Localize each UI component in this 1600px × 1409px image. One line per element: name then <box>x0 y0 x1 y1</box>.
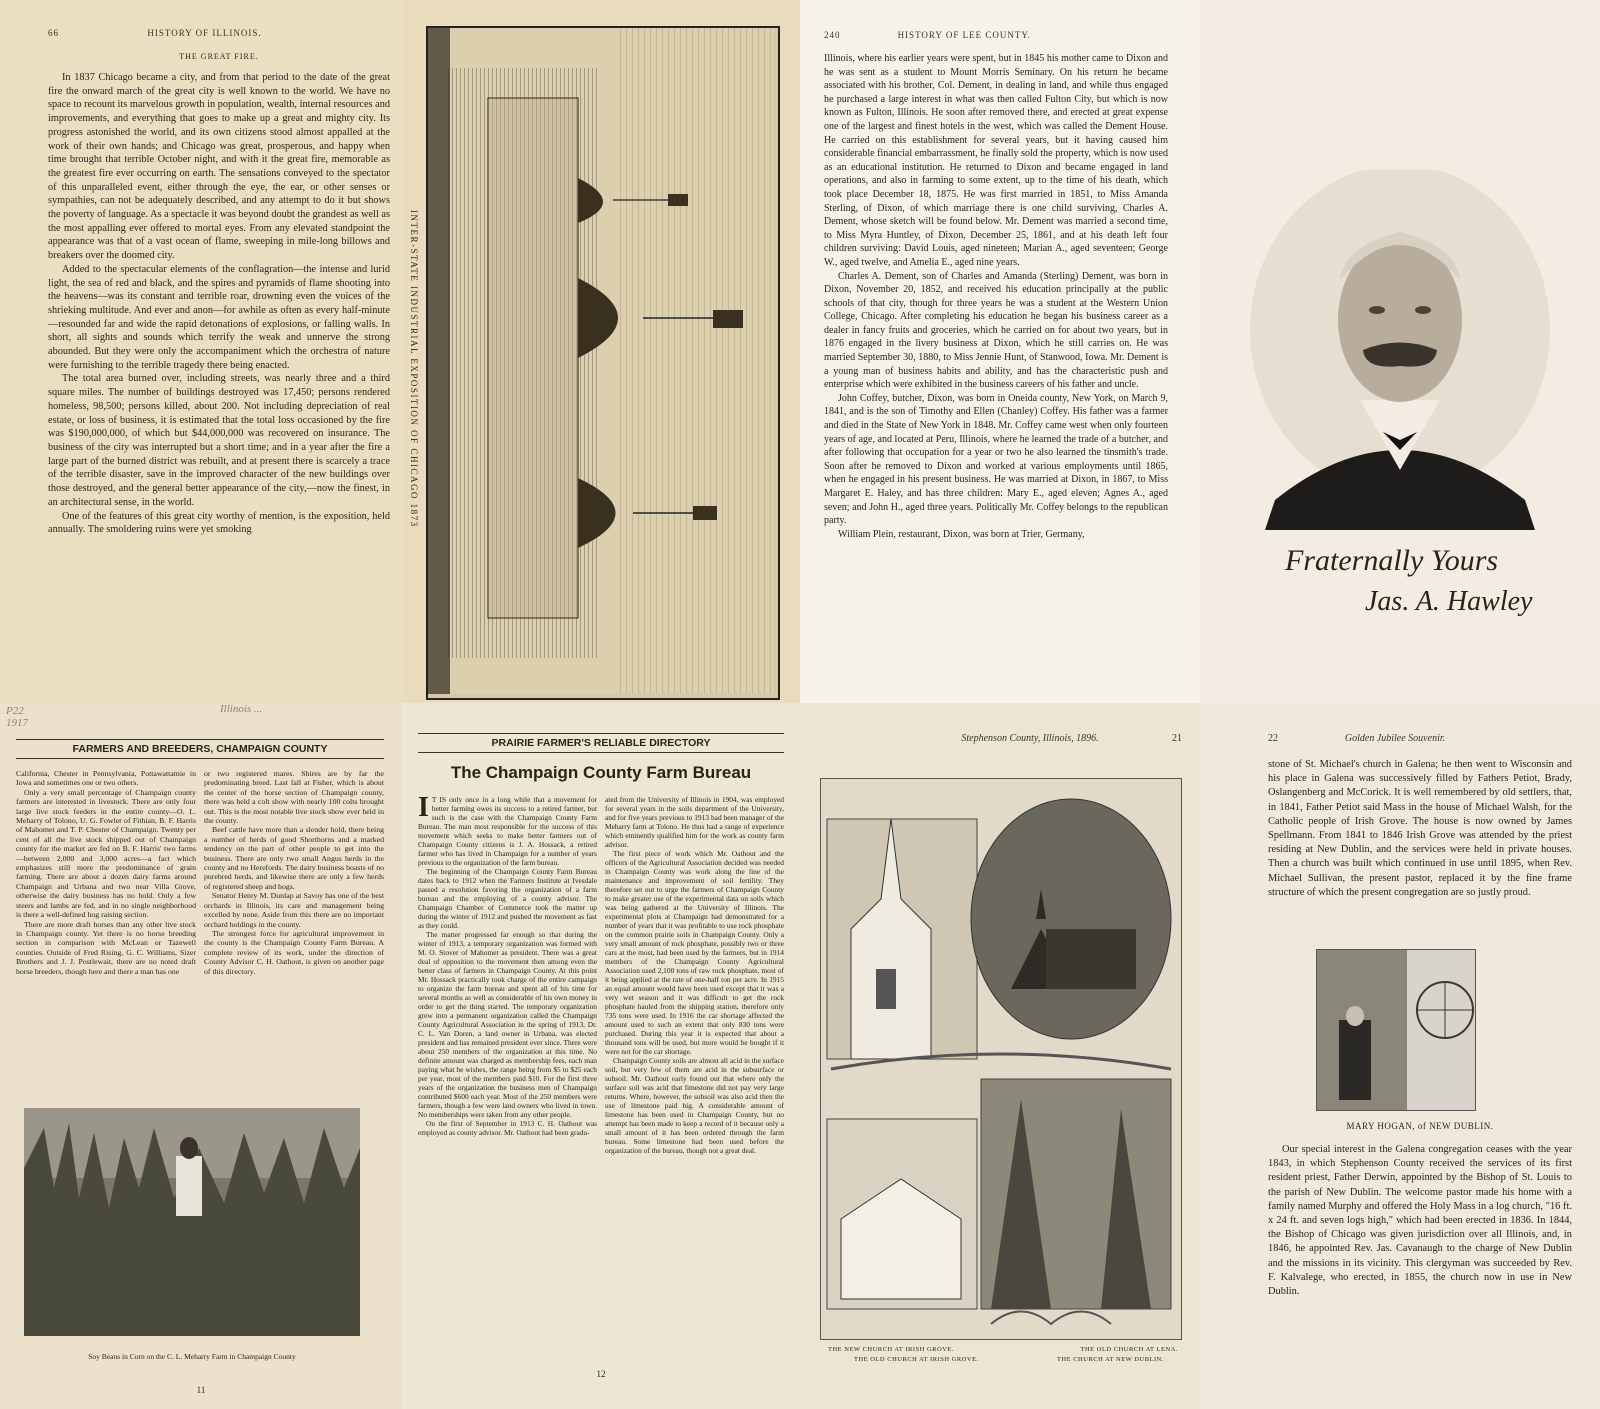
body-text <box>824 52 1168 541</box>
running-head <box>818 733 1182 744</box>
exposition-building-engraving <box>426 26 780 700</box>
paragraph: In 1837 Chicago became a city, and from that period to the date of the great fire the onward march of the great city is well known to the world. We have no space to recount its marvelous growth in population, wealth, internal resources and improvements, and everything that goes to make up a great and mighty city. Its progress astonished the world, and its own citizens stood almost appalled at the work of their own hands; and Chicago was great, prosperous, and happy when time brought that terrible October night, and with it the great fire, memorable as the greatest fire ever occurring on earth. The sensations conveyed to the spectator of this unparalleled event, either through the eye, the ear, or other senses or sympathies, can not be adequately described, and any attempt to do it but shows the poverty of language. As a spectacle it was beyond doubt the grandest as well as the most appalling ever offered to mortal eyes. From any elevated standpoint the appearance was that of a vast ocean of flame, sweeping in mile-long billows and breakers over the doomed city. <box>48 72 390 262</box>
running-head <box>824 30 1168 40</box>
folio: 12 <box>596 1369 606 1379</box>
page-number: 22 <box>1268 733 1278 744</box>
column-left <box>16 769 196 976</box>
folio: 11 <box>196 1385 206 1395</box>
paragraph: John Coffey, butcher, Dixon, was born in Oneida county, New York, on March 9, 1841, and is the son of Timothy and Ellen (Chanley) Coffey. His father was a farmer and died in the State of New York in 1848. Mr. Coffey came west when only fourteen years of age, and located at Peru, Illinois, where he learned the trade of a butcher, and after following that occupation for a year or two he also learned the tinsmith's trade. Soon after he removed to Dixon and worked at various employments until 1865, when he engaged in his present business. He was married at Dixon, in 1867, to Miss Margaret E. Haley, and has three children: Mary E., aged eleven; Agnes A., aged seven; and John H., aged three years. Politically Mr. Coffey belongs to the republican party. <box>824 392 1168 527</box>
paragraph: William Plein, restaurant, Dixon, was born at Trier, Germany, <box>838 528 1085 540</box>
page-header: PRAIRIE FARMER'S RELIABLE DIRECTORY <box>418 733 784 753</box>
caption: THE NEW CHURCH AT IRISH GROVE. <box>828 1346 954 1353</box>
paragraph: The matter progressed far enough so that during the winter of 1913, a temporary organization was formed with M. O. Stover of Mahomet as president. There was a great deal of opposition to the movement then among even the better class of farmers in Champaign County. At this point Mr. Hossack practically took charge of the entire campaign to organize the farm bureau and spent all of his time for several months as well as considerable of his own money in order to get the thing started. The temporary organization grew into a permanent organization called the Champaign County Agricultural Association in the spring of 1913, Dr. C. L. Van Doren, a land owner in Urbana, was elected president and has remained president ever since. There were about 250 members of the organization at this time. No definite amount was charged as membership fees, each man paying what he wishes, the range being from $5 to $25 each per year, most of the members paid $10. For the first three years of the organization the business men of Champaign contributed $600 each year. Most of the 250 members were farmers, though a few were land owners who lived in town. No memberships were taken from any other people. <box>418 930 597 1119</box>
paragraph: Senator Henry M. Dunlap at Savoy has one of the best orchards in Illinois, its care and management being excelled by none. Aside from this there are no important orchard holdings in the county. <box>204 891 384 929</box>
column-right <box>204 769 384 976</box>
paragraph: The total area burned over, including streets, was nearly three and a third square miles. The number of buildings destroyed was 17,450; persons rendered homeless, 98,500; persons killed, about 200. Not including depreciation of real estate, or loss of business, it is estimated that the total loss occasioned by the fire was $190,000,000, of which but $44,000,000 was recovered on insurance. The business of the city was interrupted but a short time; and in a year after the fire a large part of the burned district was rebuilt, and at present there is scarcely a trace of the terrible disaster, save in the improved character of the new buildings over those destroyed, and the general better appearance of the city,—now the finest, in an architectural sense, in the world. <box>48 373 390 508</box>
page-farm-bureau <box>402 703 800 1409</box>
pencil-note-2: Illinois ... <box>220 703 263 715</box>
cornfield-drawing <box>24 1108 360 1336</box>
page-exposition-plate <box>402 0 800 703</box>
caption: THE OLD CHURCH AT LENA. <box>1080 1346 1178 1353</box>
signature-line-2: Jas. A. Hawley <box>1365 586 1533 617</box>
churches-photo-collage <box>820 778 1182 1340</box>
caption: THE CHURCH AT NEW DUBLIN. <box>1056 1356 1164 1363</box>
engraving-drawing <box>428 28 774 694</box>
paragraph: Only a very small percentage of Champaign county farmers are interested in livestock. There are only four large live stock feeders in the entire county—O. L. Meharry of Tolono, U. G. Fowler of Fithian, B. F. Harris of Mahomet and T. P. Chester of Champaign. Twenty per cent of all the live stock shipped out of Champaign county for the market are fed on B. F. Harris' two farms—between 2,000 and 3,000 acres—a fact which emphasizes still more the predominance of grain farming. There are about a dozen dairy farms around Champaign and Urbana and two near Villa Grove, otherwise the dairy business has no hold. Only a few steers and lambs are fed, and in no single neighborhood is there a well-defined hog raising section. <box>16 787 196 920</box>
column-left <box>418 792 597 1155</box>
paragraph: One of the features of this great city worthy of mention, is the exposition, held annually. The smoldering ruins were yet smoking <box>48 510 390 536</box>
running-head <box>48 28 390 38</box>
body-text <box>48 71 390 537</box>
running-head-title: Golden Jubilee Souvenir. <box>1344 733 1446 744</box>
paragraph: Added to the spectacular elements of the conflagration—the intense and lurid light, the sea of red and black, and the spires and pyramids of flame shooting into the heavens—was its constant and terrible roar, drowning even the voices of the shrieking multitude. And ever and anon—for awhile as often as every half-minute—resounded far and wide the rapid detonations of explosions, or falling walls. In short, all sights and sounds which terrify the weak and unnerve the strong abounded. But they were only the accompaniment which the orchestra of nature were furnishing to the terrible tragedy there being enacted. <box>48 263 390 371</box>
photo-drawing <box>1317 950 1475 1110</box>
running-head-title: Stephenson County, Illinois, 1896. <box>961 733 1099 744</box>
page-number: 21 <box>1172 733 1182 744</box>
paragraph: California, Chester in Pennsylvania, Pottawattamie in Iowa and sometimes one or two others. <box>16 769 196 788</box>
cornfield-photo <box>24 1108 360 1336</box>
collage-drawing <box>821 779 1181 1339</box>
signature-line-1: Fraternally Yours <box>1285 544 1499 577</box>
body-text-bottom <box>1268 1143 1572 1299</box>
paragraph: The strongest force for agricultural improvement in the county is the Champaign County Farm Bureau. A complete review of its work, under the direction of County Advisor C. H. Oathout, is given on another page of this directory. <box>204 928 384 976</box>
plate-caption: INTER-STATE INDUSTRIAL EXPOSITION OF CHICAGO 1873 <box>409 210 419 528</box>
article-title: The Champaign County Farm Bureau <box>450 763 752 782</box>
running-head-title: HISTORY OF LEE COUNTY. <box>897 30 1031 40</box>
paragraph: Illinois, where his earlier years were spent, but in 1845 his mother came to Dixon and he was sent as a student to Mount Morris Seminary. On his return he became associated with his brother, Col. Dement, in dealing in land, and while thus engaged he purchased a large interest in what was then called Fulton City, but which is now known as Fulton, Illinois. He soon after removed there, and erected at great expense one of the largest and finest hotels in the west, which was called the Dement House. He carried on this establishment for several years, but it having caused him considerable financial embarrassment, he finally sold the property, which is now used as an educational institution. He returned to Dixon and became engaged in land operations, and also in farming to some extent, up to the time of his death, which took place December 18, 1875. He was first married in 1851, to Miss Amanda Sterling, of Dixon, of which marriage there is one child surviving, Charles A. Dement, whose sketch will be found below. Mr. Dement was married a second time, to Miss Myra Huntley, of Dixon, December 25, 1861, and at his death left four children surviving: David Louis, aged nineteen; Marian A., aged seventeen; George W., aged twelve, and Amelia E., aged nine years. <box>824 53 1168 268</box>
paragraph: Our special interest in the Galena congregation ceases with the year 1843, in which Stephenson County received the services of its first resident priest, Father Derwin, appointed by the Bishop of St. Louis to the parish of New Dublin. The welcome pastor made his home with a family named Murphy and offered the Holy Mass in a log church, "16 ft. x 24 ft. and seven logs high," which had been erected in 1836. In 1844, the Bishop of Chicago was given jurisdiction over all Illinois, and, in 1846, he appointed Rev. Jas. Cavanaugh to the charge of New Dublin and the missions in its vicinity. This clergyman was succeeded by Rev. F. Kalvalege, who erected, in 1855, the church now in use in New Dublin. <box>1268 1144 1572 1298</box>
paragraph: Beef cattle have more than a slender hold, there being a number of herds of good Shorthorns and a marked tendency on the part of other people to get into the business. There are only two small Angus herds in the county and no Herefords. The dairy business boasts of no purebred herds, and likewise there are only a few herds of registered sheep and hogs. <box>204 825 384 891</box>
paragraph: On the first of September in 1913 C. H. Oathout was employed as county advisor. Mr. Oathout had been gradu- <box>418 1119 597 1137</box>
photo-caption: MARY HOGAN, of NEW DUBLIN. <box>1346 1121 1494 1131</box>
photo-caption: Soy Beans in Corn on the C. L. Meharry Farm in Champaign County <box>88 1352 296 1361</box>
paragraph: There are more draft horses than any other live stock in Champaign county. Yet there is no horse breeding section in comparison with McLean or Tazewell counties. Outside of Fred Rising, G. C. Williams, Sizer Brothers and J. J. Postlewait, there are no noted draft horse breeders, though here and there a man has one <box>16 919 196 976</box>
pencil-note: P22 1917 <box>6 705 28 729</box>
two-column-text <box>418 792 784 1155</box>
two-column-text <box>16 769 384 976</box>
mary-hogan-photo <box>1316 949 1476 1111</box>
page-history-of-lee-county <box>800 0 1200 703</box>
paragraph: or two registered mares. Shires are by far the predominating breed. Last fall at Fisher, which is about the center of the horse section of Champaign county, there was held a colt show with nearly 100 colts brought out. This is the most notable live stock show ever held in the county. <box>204 769 384 826</box>
running-head <box>1268 733 1572 744</box>
page-header: FARMERS AND BREEDERS, CHAMPAIGN COUNTY <box>16 739 384 759</box>
section-title: THE GREAT FIRE. <box>179 52 259 61</box>
page-portrait <box>1200 0 1600 703</box>
paragraph: stone of St. Michael's church in Galena; he then went to Wisconsin and his place in Galena was successively filled by Fathers Petiot, Brady, Oslangenberg and McCorick. It is well remembered by old settlers, that, in 1841, Father Petiot said Mass in the house of Michael Walsh, for the Catholic people of Irish Grove. The house is now owned by James Spellmann. From 1841 to 1846 Irish Grove was attended by the priest residing at New Dublin, and the services were held in private houses. Then a church was built which continued in use until 1895, when Rev. Michael Sullivan, the present pastor, replaced it by the fine frame structure of which the present congregation are so justly proud. <box>1268 759 1572 898</box>
paragraph: Champaign County soils are almost all acid in the surface soil, but very few of them are acid in the subsurface or subsoil. Mr. Oathout early found out that where only the surface soil was acid that limestone did not pay very large returns. Where, however, the subsoil was also acid then the use of limestone paid big. A considerable amount of limestone has been used in Champaign County, but no attempt has been made to keep a record of it because only a small amount of it has been ordered through the farm bureau. Some limestone had been used before the organization of the bureau, though not a great deal. <box>605 1056 784 1155</box>
paragraph: The first piece of work which Mr. Oathout and the officers of the Agricultural Association decided was needed in Champaign County was work along the line of the maintenance and improvement of soil fertility. They therefore set out to urge the farmers of Champaign County to make greater use of the experimental data on soils which was being gathered at the University of Illinois. The experimental plots at Champaign had demonstrated for a number of years that it was profitable to use rock phosphate on the common prairie soils in Champaign County. Only a very small amount of rock phosphate, possibly two or three cars at the most, had been used by the farmers, but in 1914 members of the Champaign County Agricultural Association used 2,100 tons of raw rock phosphate, most of it being applied at the rate of one-half ton per acre. In 1915 an equal amount would have been used except that it was a very wet season and it was difficult to get the rock phosphate hauled from the shipping station, therefore only 735 tons were used. In 1916 the car shortage affected the amount used to such an extent that only 830 tons were purchased. During this year it is expected that about a thousand tons will be used, but more would be bought if it were not for the car shortage. <box>605 849 784 1056</box>
paragraph: ated from the University of Illinois in 1904, was employed for several years in the soils department of the University, and for five years previous to 1913 had been manager of the Meharry farm at Tolono. He thus had a range of experience which eminently qualified him for the work as county farm advisor. <box>605 795 784 849</box>
page-history-of-illinois <box>0 0 402 703</box>
drop-cap: I <box>418 792 429 823</box>
body-text-top <box>1268 758 1572 900</box>
page-stephenson-county <box>800 703 1200 1409</box>
page-golden-jubilee <box>1200 703 1600 1409</box>
page-number: 66 <box>48 28 59 38</box>
page-farmers-and-breeders <box>0 703 402 1409</box>
portrait-engraving <box>1235 170 1565 640</box>
paragraph: T IS only once in a long while that a movement for better farming owes its success to a retired farmer, but such is the case with the Champaign County Farm Bureau. The man most responsible for the success of this movement which seeks to make better farmers out of Champaign County citizens is J. A. Hossack, a retired farmer who has lived in Champaign for a number of years previous to the organization of the farm bureau. <box>418 795 597 867</box>
column-right <box>605 795 784 1155</box>
paragraph: Charles A. Dement, son of Charles and Amanda (Sterling) Dement, was born in Dixon, November 20, 1852, and received his education principally at the public schools of that city, though for three years he was a student at the Western Union College, Chicago. After completing his education he began his business career as a dealer in fancy fruits and groceries, which he carried on for about two years, but in 1876 engaged in the livery business at Dixon, which he still carries on. He was married September 30, 1880, to Miss Jennie Hunt, of Stanwood, Iowa. Mr. Dement is a young man of business habits and ability, and has the characteristic push and enterprise which were exhibited in the business careers of his father and uncle. <box>824 270 1168 391</box>
collage-captions <box>828 1345 1178 1365</box>
caption: THE OLD CHURCH AT IRISH GROVE. <box>854 1356 979 1363</box>
paragraph: The beginning of the Champaign County Farm Bureau dates back to 1912 when the Farmers Institute at Ivesdale passed a resolution favoring the organization of a farm bureau and the employing of a county advisor. The Champaign Chamber of Commerce took the matter up during the winter of 1912 and pushed the movement as fast as they could. <box>418 867 597 930</box>
running-head-title: HISTORY OF ILLINOIS. <box>147 28 262 38</box>
page-number: 240 <box>824 30 841 40</box>
